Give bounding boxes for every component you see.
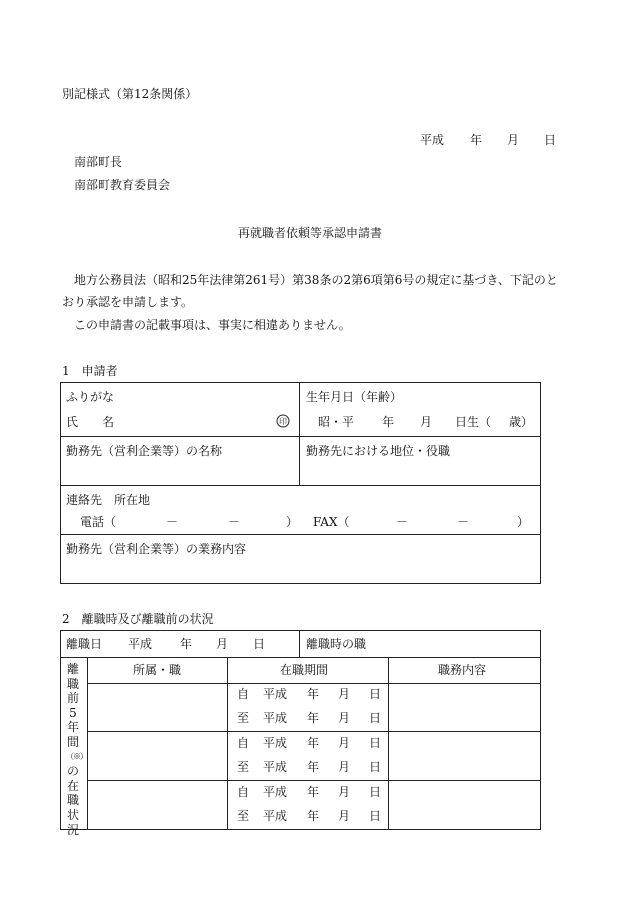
date-era: 平成: [420, 133, 445, 147]
col-period-header: 在職期間: [280, 663, 329, 677]
business-label: 勤務先（営利企業等）の業務内容: [66, 542, 247, 556]
retire-era: 平成: [128, 637, 153, 651]
seal-mark-icon: [276, 414, 290, 428]
addressee-board: 南部町教育委員会: [74, 178, 171, 192]
birth-day: 日生（: [455, 415, 492, 429]
col-affiliation-header: 所属・職: [133, 663, 182, 677]
col-duties-header: 職務内容: [438, 663, 487, 677]
form-reference: 別記様式（第12条関係）: [62, 87, 198, 101]
retire-position-label: 離職時の職: [306, 637, 367, 651]
document-title: 再就職者依頼等承認申請書: [238, 226, 383, 240]
birth-year: 年: [382, 415, 395, 429]
birth-label: 生年月日（年齢）: [306, 390, 403, 404]
body-line-1: 地方公務員法（昭和25年法律第261号）第38条の2第6項第6号の規定に基づき、下記のと: [74, 273, 558, 287]
body-line-3: この申請書の記載事項は、事実に相違ありません。: [74, 318, 351, 332]
retire-day: 日: [253, 637, 266, 651]
retire-month: 月: [216, 637, 229, 651]
retire-year: 年: [180, 637, 193, 651]
retire-date-label: 離職日: [66, 637, 103, 651]
phone-close: ）: [286, 515, 299, 529]
fax-dash-1: －: [396, 515, 409, 529]
employer-name-label: 勤務先（営利企業等）の名称: [66, 444, 223, 458]
body-line-2: おり承認を申請します。: [62, 295, 194, 309]
address-label: 所在地: [114, 493, 151, 507]
section1-heading: 1 申請者: [62, 364, 118, 378]
application-form-page: 別記様式（第12条関係） 平成 年 月 日 南部町長 南部町教育委員会 再就職者依頼等承認申請書 地方公務員法（昭和25年法律第261号）第38条の2第6項第6号の規定に基づき、下記のと おり承認を申請します。 この申請書の記載事項は、事実に相違ありません。 1 申請者 ふりがな 氏 名 印 生年月日（年齢） 昭・平 年 月 日生（ 歳） 勤務先（営利企業等）の名称 勤務先における地位・役職 連絡先 所在地 電話（ － － ） FAX（ － － ） 勤務先（営利企業等）の業務内容 2 離職時及び離職前の状況 離職日 平成 年 月 日 離職時の職 離 職 前 5 年 間 （※） の 在 職 状 況 所属・職 在職期間 職務内容 自 平成 年 月 日 至 平成 年 月 日 自 平成 年 月 日 至 平成 年 月 日 自 平成 年 月 日 至 平成 年 月 日: [62, 87, 558, 837]
birth-month: 月: [420, 415, 433, 429]
fax-close: ）: [517, 515, 530, 529]
birth-era: 昭・平: [318, 415, 355, 429]
phone-label: 電話（: [80, 515, 117, 529]
section2-heading: 2 離職時及び離職前の状況: [62, 612, 214, 626]
svg-text:印: 印: [279, 417, 287, 426]
fax-label: FAX（: [313, 515, 350, 529]
date-year: 年: [470, 133, 483, 147]
fax-dash-2: －: [457, 515, 470, 529]
vertical-history-label: 離 職 前 5 年 間 （※） の 在 職 状 況: [66, 662, 87, 837]
date-month: 月: [507, 133, 520, 147]
furigana-label: ふりがな: [66, 390, 115, 404]
name-label: 氏 名: [66, 415, 115, 429]
date-day: 日: [544, 133, 557, 147]
birth-age: 歳）: [509, 415, 534, 429]
addressee-mayor: 南部町長: [74, 155, 123, 169]
position-label: 勤務先における地位・役職: [306, 444, 451, 458]
contact-label: 連絡先: [66, 493, 103, 507]
phone-dash-1: －: [166, 515, 179, 529]
phone-dash-2: －: [228, 515, 241, 529]
